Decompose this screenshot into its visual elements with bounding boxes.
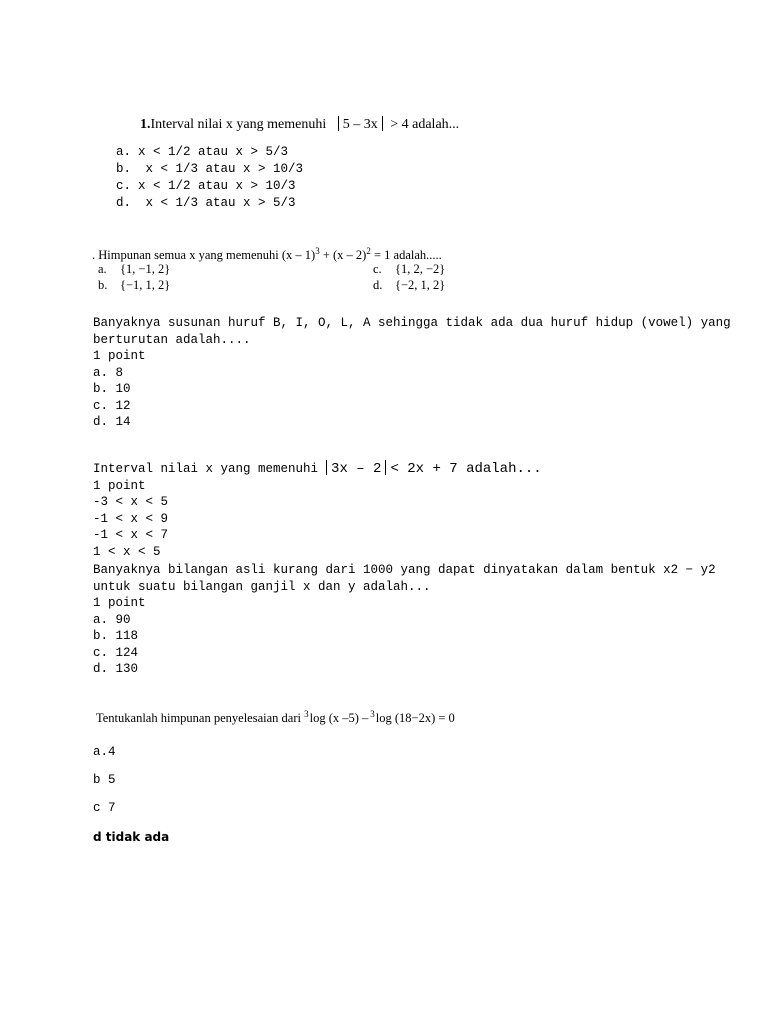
question-5-option-c[interactable]: c. 124 [93, 645, 139, 660]
question-1-number: 1. [140, 117, 151, 132]
question-5-points: 1 point [93, 596, 146, 610]
question-5-line-2: untuk suatu bilangan ganjil x dan y adalah... [93, 579, 431, 594]
question-6-option-a[interactable]: a.4 [93, 745, 116, 759]
question-4-option-b[interactable]: -1 < x < 9 [93, 511, 169, 526]
question-2-option-a[interactable]: a. {1, −1, 2} [98, 262, 171, 276]
question-5-line-1: Banyaknya bilangan asli kurang dari 1000 yang dapat dinyatakan dalam bentuk x2 − y2 [93, 563, 716, 577]
question-3-points: 1 point [93, 349, 146, 363]
question-3-line-2: berturutan adalah.... [93, 332, 251, 347]
abs-bar-right [385, 460, 386, 475]
question-1-prefix: Interval nilai x yang memenuhi [150, 117, 327, 132]
question-4-option-c[interactable]: -1 < x < 7 [93, 528, 169, 542]
abs-bar-left [338, 116, 339, 131]
question-4 [93, 460, 542, 560]
question-3-line-1: Banyaknya susunan huruf B, I, O, L, A sehingga tidak ada dua huruf hidup (vowel) yang [93, 316, 731, 330]
option-a[interactable]: a. x < 1/2 atau x > 5/3 [116, 145, 289, 159]
option-b[interactable]: b. x < 1/3 atau x > 10/3 [116, 162, 304, 176]
question-6-option-c[interactable]: c 7 [93, 801, 116, 815]
question-2-option-d[interactable]: d. {−2, 1, 2} [373, 278, 446, 292]
abs-bar-left [326, 460, 327, 475]
question-2-option-b[interactable]: b. {−1, 1, 2} [98, 278, 171, 292]
option-d[interactable]: d. x < 1/3 atau x > 5/3 [116, 196, 296, 210]
question-1-suffix: > 4 adalah... [390, 117, 460, 132]
question-4-points: 1 point [93, 478, 146, 493]
question-3-option-d[interactable]: d. 14 [93, 415, 131, 429]
question-2-option-c[interactable]: c. {1, 2, −2} [373, 262, 446, 276]
question-6-option-d[interactable]: d tidak ada [93, 830, 170, 844]
question-4-option-a[interactable]: -3 < x < 5 [93, 495, 169, 509]
question-1-stem [140, 116, 459, 133]
question-5-option-b[interactable]: b. 118 [93, 629, 139, 643]
question-2-stem: . Himpunan semua x yang memenuhi (x – 1)$^3$ + (x – 2)$^2$ = 1 adalah..... [92, 246, 442, 262]
question-5 [93, 562, 716, 678]
question-5-option-d[interactable]: d. 130 [93, 662, 139, 676]
question-4-option-d[interactable]: 1 < x < 5 [93, 544, 161, 559]
question-3-option-c[interactable]: c. 12 [93, 398, 131, 413]
question-3-option-a[interactable]: a. 8 [93, 365, 124, 380]
question-6-option-b[interactable]: b 5 [93, 773, 116, 787]
abs-bar-right [382, 116, 383, 131]
question-3 [93, 315, 731, 431]
question-6-stem: Tentukanlah himpunan penyelesaian dari $^3$log (x –5) – $^3$log (18−2x) = 0 [96, 709, 455, 725]
question-3-option-b[interactable]: b. 10 [93, 382, 131, 396]
question-5-option-a[interactable]: a. 90 [93, 612, 131, 627]
option-c[interactable]: c. x < 1/2 atau x > 10/3 [116, 179, 296, 193]
question-4-stem: Interval nilai x yang memenuhi 3x – 2 < 2x + 7 adalah... [93, 461, 542, 477]
question-1-options [116, 144, 303, 212]
question-1-abs-expression: 5 – 3x [342, 117, 378, 132]
